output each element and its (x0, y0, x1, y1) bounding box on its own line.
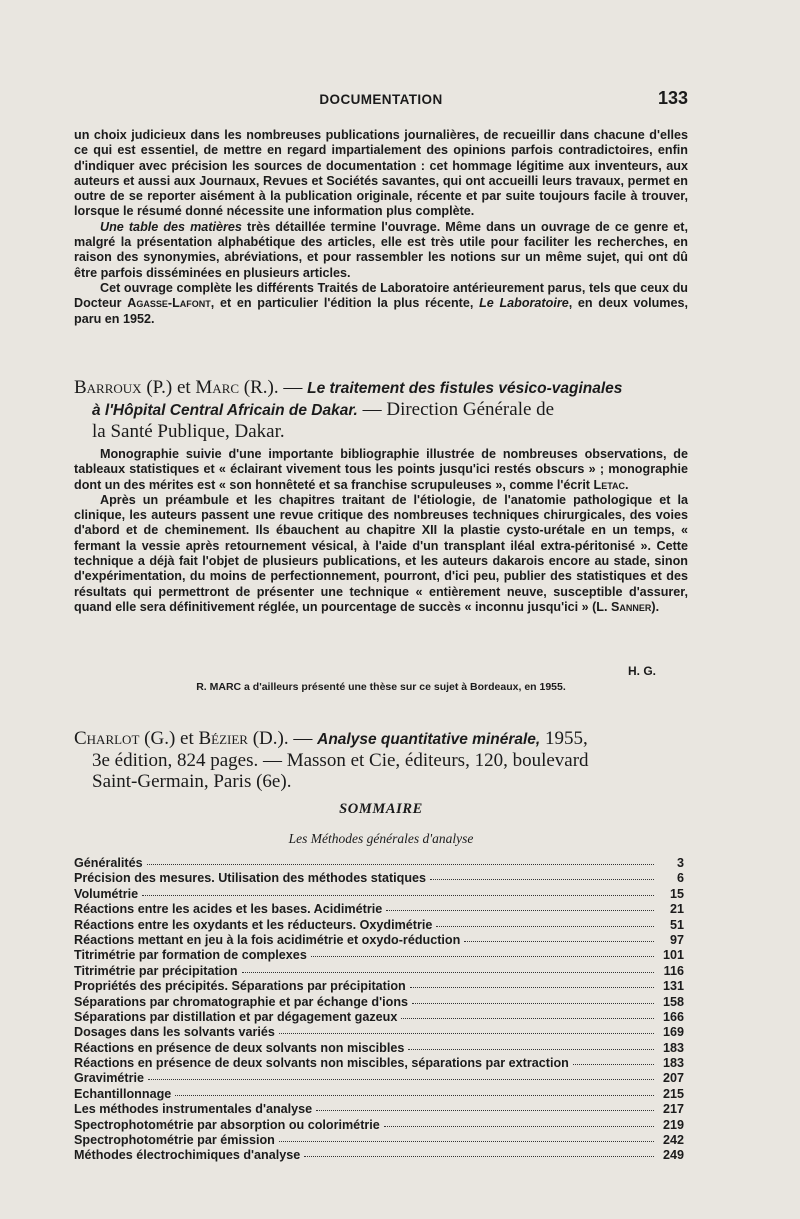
toc-entry (74, 1041, 684, 1056)
review-2-heading-line-1 (74, 728, 688, 750)
sommaire-heading: SOMMAIRE (339, 801, 423, 817)
toc-leader-dots (386, 909, 654, 911)
toc-entry-label: Titrimétrie par formation de complexes (74, 948, 307, 963)
toc-entry (74, 887, 684, 902)
intro-p3-text-b: , et en particulier l'édition la plus récente, (210, 296, 480, 311)
toc-entry-page: 97 (669, 932, 684, 947)
toc-entry-page: 183 (662, 1040, 684, 1055)
toc-entry-label: Réactions entre les acides et les bases. Acidimétrie (74, 902, 383, 917)
toc-entry-label: Réactions entre les oxydants et les réducteurs. Oxydimétrie (74, 917, 433, 932)
toc-entry (74, 995, 684, 1010)
toc-leader-dots (408, 1048, 654, 1050)
toc-entry-label: Réactions mettant en jeu à la fois acidimétrie et oxydo-réduction (74, 932, 461, 947)
sommaire-subheading: Les Méthodes générales d'analyse (288, 831, 474, 846)
review-2-title: Analyse quantitative minérale, (317, 731, 541, 748)
toc-leader-dots (412, 1002, 654, 1004)
intro-paragraph-3 (74, 281, 688, 327)
review-2-edition-line: 3e édition, 824 pages. — Masson et Cie, éditeurs, 120, boulevard (92, 750, 589, 771)
toc-leader-dots (142, 894, 654, 896)
toc-entry-label: Volumétrie (74, 886, 139, 901)
toc-leader-dots (304, 1155, 654, 1157)
review-1-publisher: — Direction Générale de (357, 399, 555, 420)
toc-entry (74, 1010, 684, 1025)
toc-entry-page: 116 (663, 963, 684, 978)
toc-entry-label: Séparations par chromatographie et par échange d'ions (74, 994, 409, 1009)
intro-paragraph-1: un choix judicieux dans les nombreuses publications journalières, de recueillir dans chacune d'elles ce qui est essentiel, de mettre en regard impartialement des opinions parfois contradictoires, enfin d'indiquer avec précision les sources de documentation : cet hommage légitime aux inventeurs, aux auteurs et aussi aux Journaux, Revues et Sociétés savantes, qui ont accueilli leurs travaux, permet en outre de se reporter aisément à la publication originale, récente et par suite toujours facile à trouver, lorsque le résumé donné nécessite une information plus complète. (74, 128, 688, 219)
intro-paragraph-2 (74, 220, 688, 281)
running-title: DOCUMENTATION (319, 92, 443, 107)
toc-entry (74, 1133, 684, 1148)
intro-paragraph-2-text: très détaillée termine l'ouvrage. Même dans un ouvrage de ce genre et, malgré la présentation alphabétique des articles, elle est très utile pour faciliter les recherches, en raison des synonymies, abréviations, et pour rassembler les notions sur un même sujet, qui ont dû être parfois disséminées en plusieurs articles. (74, 219, 688, 280)
table-of-contents (74, 856, 684, 1164)
toc-entry-label: Précision des mesures. Utilisation des méthodes statiques (74, 871, 427, 886)
toc-entry-label: Réactions en présence de deux solvants non miscibles, séparations par extraction (74, 1056, 569, 1071)
toc-leader-dots (410, 986, 654, 988)
toc-entry-label: Les méthodes instrumentales d'analyse (74, 1102, 313, 1117)
review-1-title-line-2: à l'Hôpital Central Africain de Dakar. (92, 402, 358, 419)
review-1-signature: H. G. (627, 664, 656, 678)
toc-entry (74, 918, 684, 933)
toc-entry (74, 964, 684, 979)
review-1-p2-author: L. Sanner (596, 599, 652, 614)
toc-entry-label: Méthodes électrochimiques d'analyse (74, 1148, 301, 1163)
review-1-paragraph-1 (74, 447, 688, 493)
review-1-p2-end: ). (651, 599, 660, 614)
review-2-initial-1: (G.) et (139, 728, 199, 749)
toc-entry-page: 183 (662, 1056, 684, 1071)
toc-entry-label: Dosages dans les solvants variés (74, 1025, 275, 1040)
toc-entry-page: 15 (669, 886, 684, 901)
toc-entry-page: 158 (662, 994, 684, 1009)
review-2-heading (74, 728, 688, 792)
toc-leader-dots (148, 1078, 654, 1080)
toc-entry-page: 215 (662, 1086, 684, 1101)
toc-entry (74, 902, 684, 917)
review-1-paragraph-2 (74, 493, 688, 615)
review-1-p1-end: . (625, 477, 629, 492)
toc-leader-dots (430, 878, 654, 880)
toc-entry (74, 1087, 684, 1102)
toc-leader-dots (279, 1032, 654, 1034)
toc-entry (74, 1148, 684, 1163)
toc-leader-dots (279, 1140, 654, 1142)
toc-entry (74, 1025, 684, 1040)
toc-leader-dots (436, 925, 654, 927)
toc-entry-page: 101 (662, 948, 684, 963)
toc-leader-dots (401, 1017, 654, 1019)
review-1-title-line-1: Le traitement des fistules vésico-vaginales (307, 380, 623, 397)
toc-entry-label: Réactions en présence de deux solvants non miscibles (74, 1040, 405, 1055)
toc-entry-label: Titrimétrie par précipitation (74, 963, 238, 978)
toc-entry-page: 6 (676, 871, 684, 886)
review-1-initial-1: (P.) et (141, 377, 196, 398)
toc-entry-page: 131 (662, 979, 684, 994)
page-number: 133 (657, 88, 688, 108)
review-2-address-line: Saint-Germain, Paris (6e). (92, 771, 292, 792)
toc-entry-page: 21 (669, 902, 684, 917)
toc-entry (74, 871, 684, 886)
toc-entry-label: Echantillonnage (74, 1086, 172, 1101)
review-1-heading (74, 377, 688, 442)
toc-entry-label: Gravimétrie (74, 1071, 145, 1086)
review-2-author-2: Bézier (198, 728, 248, 749)
toc-entry-label: Spectrophotométrie par absorption ou colorimétrie (74, 1117, 380, 1132)
toc-leader-dots (384, 1125, 654, 1127)
toc-entry-page: 166 (662, 1009, 684, 1024)
toc-entry-label: Spectrophotométrie par émission (74, 1133, 275, 1148)
toc-entry-label: Séparations par distillation et par dégagement gazeux (74, 1009, 398, 1024)
toc-entry-label: Propriétés des précipités. Séparations par précipitation (74, 979, 406, 994)
toc-leader-dots (316, 1109, 654, 1111)
intro-text (74, 128, 688, 327)
review-1-body (74, 447, 688, 615)
toc-entry-page: 207 (662, 1071, 684, 1086)
intro-p3-author: Agasse-Lafont (127, 296, 211, 311)
review-1-publisher-line-3: la Santé Publique, Dakar. (92, 421, 285, 442)
toc-leader-dots (242, 971, 654, 973)
toc-entry-page: 3 (676, 856, 684, 870)
toc-leader-dots (175, 1094, 654, 1096)
toc-entry (74, 856, 684, 871)
review-1-p1-text: Monographie suivie d'une importante bibliographie illustrée de nombreuses observations, de tableaux statistiques et « éclairant vivement tous les points jusqu'ici restés obscurs » ; monographie dont un des mérites est « son honnêteté et sa franchise scrupuleuses », comme l'écrit (74, 447, 688, 492)
toc-entry-page: 169 (662, 1025, 684, 1040)
intro-p3-text-a: Cet ouvrage complète les différents Traités de Laboratoire antérieurement parus, tels que ceux du Docteur (74, 280, 688, 311)
running-header (74, 88, 688, 112)
toc-leader-dots (311, 955, 654, 957)
toc-entry-page: 51 (669, 917, 684, 932)
intro-p3-text-c: , en deux volumes, paru en 1952. (74, 296, 688, 326)
toc-entry-label: Généralités (74, 856, 143, 870)
review-2-year: 1955, (540, 728, 588, 749)
review-1-heading-line-2 (74, 399, 688, 421)
toc-entry (74, 933, 684, 948)
intro-p3-book-title: Le Laboratoire (479, 296, 569, 311)
review-2-initial-2: (D.). — (247, 728, 318, 749)
toc-entry-page: 242 (662, 1133, 684, 1148)
toc-entry-page: 217 (662, 1102, 684, 1117)
review-1-author-2: Marc (195, 377, 240, 398)
review-1-heading-line-1 (74, 377, 688, 399)
toc-leader-dots (147, 863, 654, 865)
toc-entry (74, 1056, 684, 1071)
toc-entry (74, 1118, 684, 1133)
toc-entry (74, 979, 684, 994)
review-1-author-1: Barroux (74, 377, 142, 398)
toc-entry-page: 219 (662, 1117, 684, 1132)
review-2-author-1: Charlot (74, 728, 140, 749)
toc-entry-page: 249 (662, 1148, 684, 1163)
toc-entry (74, 1071, 684, 1086)
review-1-initial-2: (R.). — (239, 377, 308, 398)
review-1-p1-author: Letac (593, 477, 626, 492)
toc-entry (74, 1102, 684, 1117)
toc-entry (74, 948, 684, 963)
intro-italic-phrase: Une table des matières (100, 219, 242, 234)
toc-leader-dots (464, 940, 654, 942)
review-1-p2-text: Après un préambule et les chapitres traitant de l'étiologie, de l'anatomie pathologique et la clinique, les auteurs passent une revue critique des nombreuses techniques chirurgicales, des voies d'abord et de cheminement. Ils ébauchent au chapitre XII la plastie cysto-urétale en un temps, « fermant la vessie après retournement vésical, à l'aide d'un transplant iléal extra-péritonisé ». Cette technique a déjà fait l'objet de plusieurs publications, et les auteurs dakarois encore au stade, sinon d'expérimentation, du moins de perfectionnement, pourront, d'ici peu, publier des statistiques et des résultats qui permettront de présenter une technique « entièrement neuve, susceptible d'assurer, quand elle sera définitivement réglée, un pourcentage de succès « inconnu jusqu'ici » ( (74, 492, 688, 614)
review-1-footnote: R. MARC a d'ailleurs présenté une thèse sur ce sujet à Bordeaux, en 1955. (196, 681, 566, 693)
toc-leader-dots (573, 1063, 654, 1065)
